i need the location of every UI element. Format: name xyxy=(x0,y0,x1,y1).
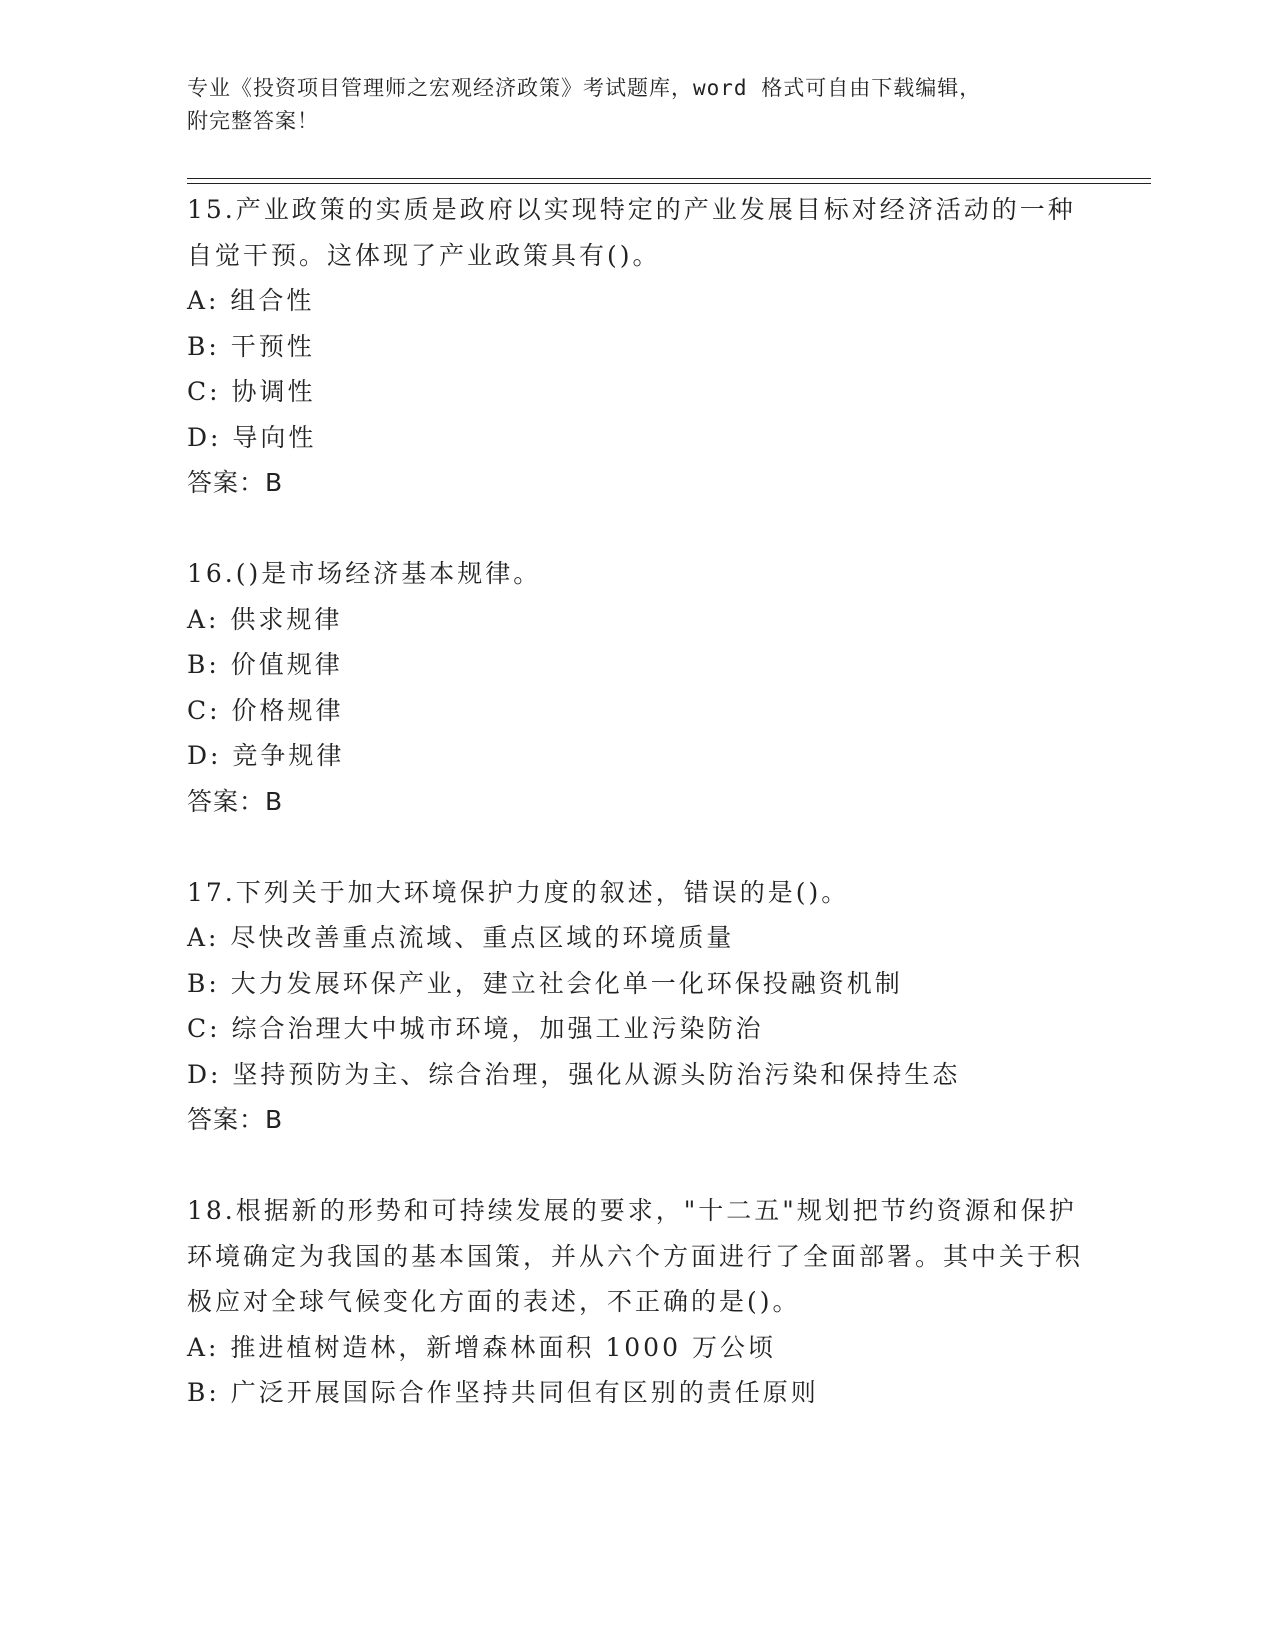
option-a: A: 组合性 xyxy=(187,286,315,315)
option-b: B: 大力发展环保产业，建立社会化单一化环保投融资机制 xyxy=(187,968,903,998)
option-a: A: 推进植树造林，新增森林面积 1000 万公顷 xyxy=(187,1332,776,1362)
question-18 xyxy=(187,1188,1087,1416)
header-line-1: 专业《投资项目管理师之宏观经济政策》考试题库，word 格式可自由下载编辑， xyxy=(187,76,982,100)
question-16 xyxy=(187,551,1087,824)
option-d: D: 竞争规律 xyxy=(187,741,345,770)
answer: 答案：B xyxy=(187,468,284,497)
option-a: A: 尽快改善重点流域、重点区域的环境质量 xyxy=(187,923,735,952)
question-stem: 17.下列关于加大环境保护力度的叙述，错误的是()。 xyxy=(187,877,850,907)
option-c: C: 价格规律 xyxy=(187,695,344,725)
header-divider-bottom xyxy=(187,183,1151,184)
option-d: D: 导向性 xyxy=(187,422,317,452)
document-header xyxy=(187,72,1087,138)
option-a: A: 供求规律 xyxy=(187,604,343,634)
answer: 答案：B xyxy=(187,1105,284,1134)
option-b: B: 干预性 xyxy=(187,331,315,361)
question-stem: 16.()是市场经济基本规律。 xyxy=(187,559,542,588)
option-c: C: 协调性 xyxy=(187,377,316,406)
header-divider-top xyxy=(187,178,1151,179)
option-c: C: 综合治理大中城市环境，加强工业污染防治 xyxy=(187,1014,764,1043)
option-b: B: 价值规律 xyxy=(187,650,343,679)
header-line-2: 附完整答案！ xyxy=(187,109,319,133)
question-15 xyxy=(187,187,1087,506)
question-stem: 18.根据新的形势和可持续发展的要求，"十二五"规划把节约资源和保护环境确定为我国的基本国策，并从六个方面进行了全面部署。其中关于积极应对全球气候变化方面的表述，不正确的是()。 xyxy=(187,1196,1084,1316)
option-d: D: 坚持预防为主、综合治理，强化从源头防治污染和保持生态 xyxy=(187,1059,961,1089)
question-17 xyxy=(187,870,1087,1143)
question-list xyxy=(187,187,1087,1461)
question-stem: 15.产业政策的实质是政府以实现特定的产业发展目标对经济活动的一种自觉干预。这体现了产业政策具有()。 xyxy=(187,195,1076,270)
answer: 答案：B xyxy=(187,786,284,816)
option-b: B: 广泛开展国际合作坚持共同但有区别的责任原则 xyxy=(187,1378,819,1407)
